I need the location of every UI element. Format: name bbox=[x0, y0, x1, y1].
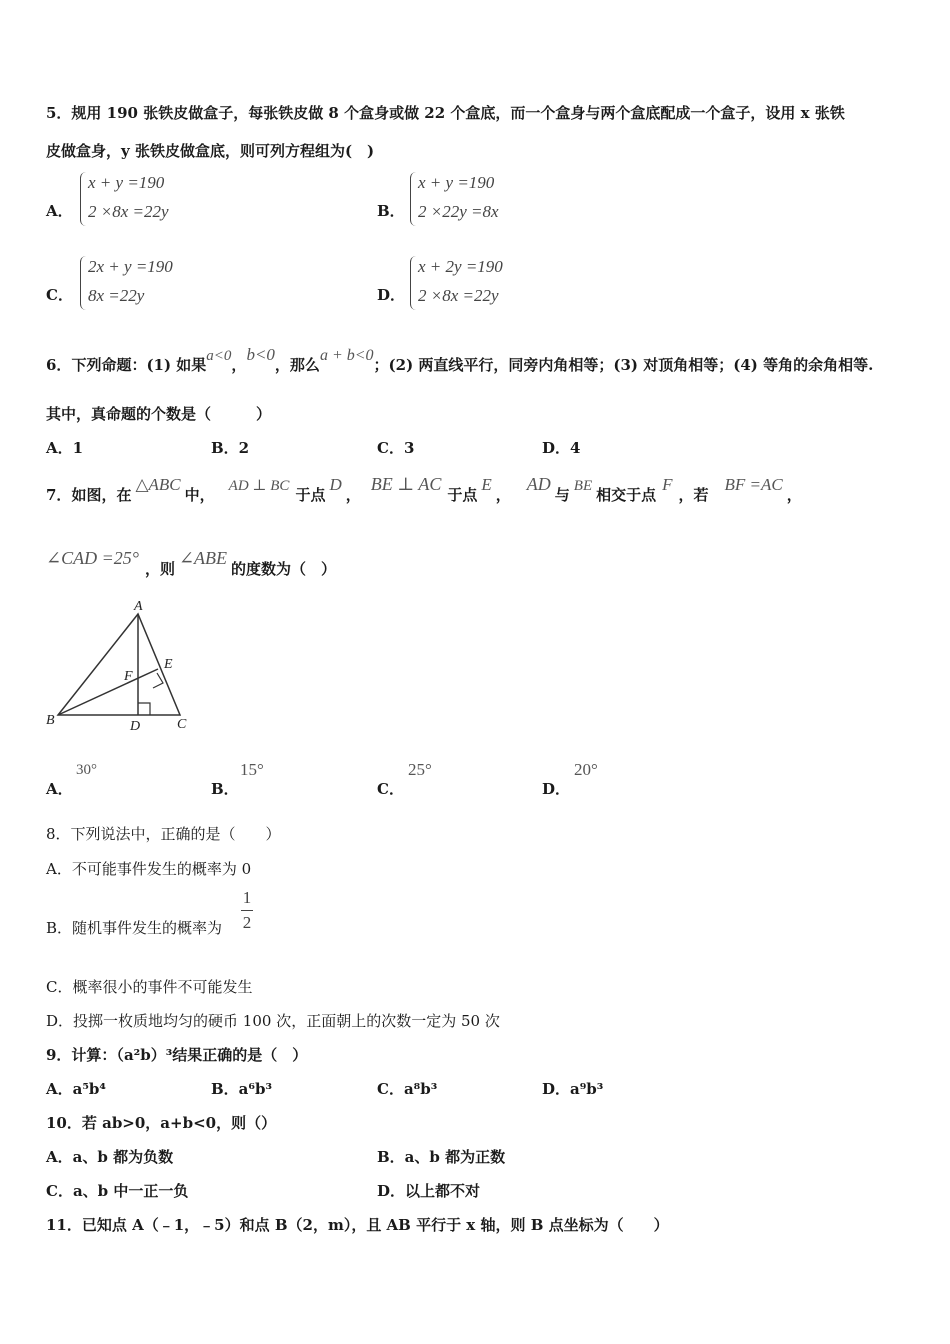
option-value: 20° bbox=[574, 760, 598, 779]
text: 中， bbox=[184, 486, 215, 504]
option-label: D． bbox=[542, 780, 571, 798]
text: ，那么 bbox=[274, 356, 320, 374]
numerator: 1 bbox=[242, 888, 252, 907]
equation: 8x =22y bbox=[88, 286, 145, 305]
right-angle-e bbox=[153, 673, 163, 688]
label-e: E bbox=[164, 657, 173, 672]
text: ， bbox=[786, 486, 802, 504]
q8-stem: 8．下列说法中，正确的是（ ） bbox=[46, 825, 281, 843]
q6-line2: 其中，真命题的个数是（ ） bbox=[46, 405, 272, 423]
q7-triangle-figure bbox=[40, 594, 210, 740]
q5-stem-line1: 5．规用 190 张铁皮做盒子，每张铁皮做 8 个盒身或做 22 个盒底，而一个盒身与两个盒底配成一个盒子，设用 x 张铁 bbox=[46, 104, 845, 122]
text: ， bbox=[495, 486, 511, 504]
text: 与 bbox=[554, 486, 570, 504]
equation: 2 ×22y =8x bbox=[418, 202, 499, 221]
equation: x + 2y =190 bbox=[418, 257, 503, 276]
math: D bbox=[329, 475, 342, 494]
math: F bbox=[662, 475, 673, 494]
q8-option-b: B．随机事件发生的概率为 bbox=[46, 919, 223, 937]
q8-option-a: A．不可能事件发生的概率为 0 bbox=[46, 860, 252, 878]
text: ，若 bbox=[678, 486, 709, 504]
q8-option-c: C．概率很小的事件不可能发生 bbox=[46, 978, 253, 996]
label-c: C bbox=[177, 717, 187, 732]
option-value: 30° bbox=[76, 762, 97, 778]
q7-stem-line1 bbox=[46, 474, 802, 505]
math: ∠CAD =25° bbox=[46, 548, 139, 568]
q6-option-c: C．3 bbox=[377, 439, 415, 457]
label-f: F bbox=[124, 669, 133, 684]
fraction-one-half bbox=[241, 888, 253, 933]
q10-stem: 10．若 ab>0，a+b<0，则（） bbox=[46, 1114, 277, 1132]
math: BE ⊥ AC bbox=[370, 474, 442, 494]
math: ∠ABE bbox=[178, 548, 228, 568]
q9-stem: 9．计算：（a²b）³结果正确的是（ ） bbox=[46, 1046, 308, 1064]
fraction-bar bbox=[241, 910, 253, 911]
q6-stem bbox=[46, 345, 874, 375]
option-label: A． bbox=[46, 780, 73, 798]
text: ；(2) 两直线平行，同旁内角相等；(3) 对顶角相等；(4) 等角的余角相等. bbox=[373, 356, 874, 374]
option-label: B． bbox=[377, 202, 405, 220]
q6-option-d: D．4 bbox=[542, 439, 581, 457]
equation: 2x + y =190 bbox=[88, 257, 173, 276]
label-a: A bbox=[134, 599, 143, 614]
q11-stem: 11．已知点 A（﹣1，﹣5）和点 B（2，m），且 AB 平行于 x 轴，则 B 点坐标为（ ） bbox=[46, 1216, 669, 1234]
denominator: 2 bbox=[242, 913, 252, 932]
text: ， bbox=[345, 486, 361, 504]
q7-number: 7． bbox=[46, 486, 72, 504]
q9-option-c: C．a⁸b³ bbox=[377, 1080, 438, 1098]
q7-stem-line2 bbox=[46, 548, 337, 579]
math: AD ⊥ BC bbox=[228, 478, 290, 494]
math: BE bbox=[573, 478, 593, 494]
q6-number: 6． bbox=[46, 356, 72, 374]
q9-option-a: A．a⁵b⁴ bbox=[46, 1080, 106, 1098]
math: b<0 bbox=[246, 345, 275, 364]
option-label: D． bbox=[377, 286, 406, 304]
text: 的度数为（ ） bbox=[231, 560, 337, 578]
text: ， bbox=[231, 356, 247, 374]
label-b: B bbox=[46, 713, 55, 728]
q10-option-d: D．以上都不对 bbox=[377, 1182, 481, 1200]
q9-option-d: D．a⁹b³ bbox=[542, 1080, 604, 1098]
q9-option-b: B．a⁶b³ bbox=[211, 1080, 273, 1098]
triangle-abc bbox=[58, 614, 180, 715]
q8-option-d: D．投掷一枚质地均匀的硬币 100 次，正面朝上的次数一定为 50 次 bbox=[46, 1012, 500, 1030]
text: ，则 bbox=[144, 560, 175, 578]
math: △ABC bbox=[135, 475, 181, 494]
option-label: B． bbox=[211, 780, 239, 798]
option-label: C． bbox=[46, 286, 73, 304]
equation: x + y =190 bbox=[418, 173, 495, 192]
q10-option-a: A．a、b 都为负数 bbox=[46, 1148, 174, 1166]
equation: 2 ×8x =22y bbox=[88, 202, 169, 221]
math: BF =AC bbox=[724, 475, 783, 494]
q10-option-c: C．a、b 中一正一负 bbox=[46, 1182, 189, 1200]
label-d: D bbox=[130, 719, 141, 734]
text: 如图，在 bbox=[71, 486, 132, 504]
q5-stem-line2: 皮做盒身，y 张铁皮做盒底，则可列方程组为( ) bbox=[46, 142, 375, 160]
text: 于点 bbox=[295, 486, 326, 504]
option-value: 25° bbox=[408, 760, 432, 779]
text: 相交于点 bbox=[596, 486, 657, 504]
q6-option-b: B．2 bbox=[211, 439, 250, 457]
altitude-be bbox=[58, 669, 158, 715]
text: 下列命题：(1) 如果 bbox=[71, 356, 207, 374]
text: 于点 bbox=[447, 486, 478, 504]
math: E bbox=[481, 475, 492, 494]
triangle-lines bbox=[58, 614, 180, 715]
math: a<0 bbox=[206, 348, 232, 364]
q6-option-a: A．1 bbox=[46, 439, 84, 457]
q10-option-b: B．a、b 都为正数 bbox=[377, 1148, 506, 1166]
option-label: A． bbox=[46, 202, 73, 220]
math: a + b<0 bbox=[319, 347, 374, 364]
equation: 2 ×8x =22y bbox=[418, 286, 499, 305]
option-value: 15° bbox=[240, 760, 264, 779]
equation: x + y =190 bbox=[88, 173, 165, 192]
math: AD bbox=[526, 474, 551, 494]
right-angle-d bbox=[138, 703, 150, 715]
option-label: C． bbox=[377, 780, 404, 798]
